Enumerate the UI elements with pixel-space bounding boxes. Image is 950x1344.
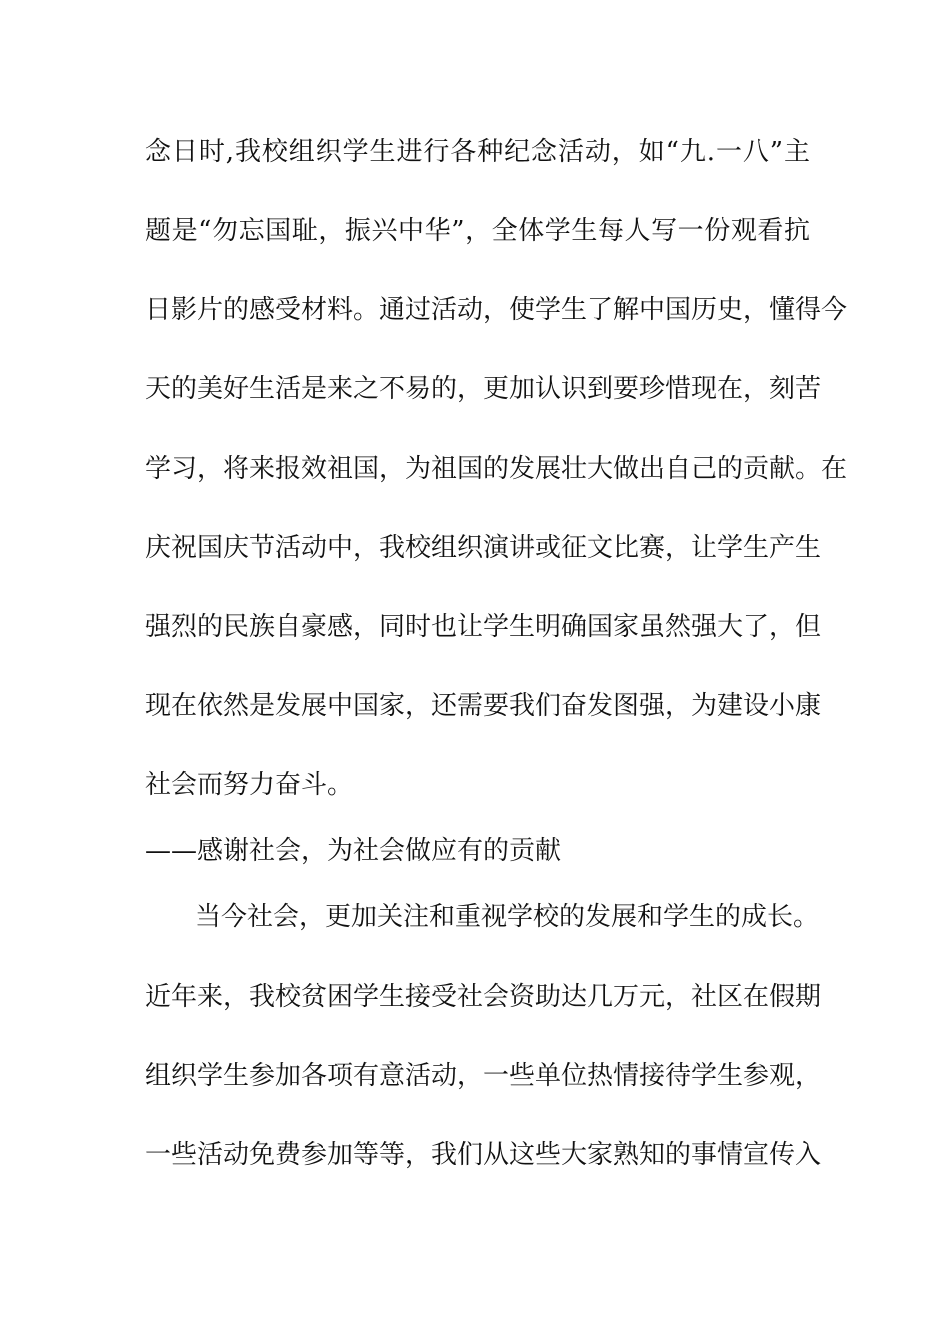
text-line: 近年来，我校贫困学生接受社会资助达几万元，社区在假期	[145, 982, 822, 1012]
section-heading: ——感谢社会，为社会做应有的贡献	[145, 836, 562, 866]
text-line: 庆祝国庆节活动中，我校组织演讲或征文比赛，让学生产生	[145, 533, 822, 563]
text-line: 强烈的民族自豪感，同时也让学生明确国家虽然强大了，但	[145, 612, 822, 642]
text-line: 题是“勿忘国耻，振兴中华”，全体学生每人写一份观看抗	[145, 216, 810, 246]
text-line: 组织学生参加各项有意活动，一些单位热情接待学生参观，	[145, 1061, 822, 1091]
paragraph-first-line: 当今社会，更加关注和重视学校的发展和学生的成长。	[195, 902, 820, 932]
text-line: 学习，将来报效祖国，为祖国的发展壮大做出自己的贡献。在	[145, 454, 848, 484]
text-line: 现在依然是发展中国家，还需要我们奋发图强，为建设小康	[145, 691, 822, 721]
text-line: 社会而努力奋斗。	[145, 770, 354, 800]
text-line: 日影片的感受材料。通过活动，使学生了解中国历史，懂得今	[145, 295, 848, 325]
text-line: 念日时,我校组织学生进行各种纪念活动，如“九.一八”主	[145, 137, 810, 167]
text-line: 天的美好生活是来之不易的，更加认识到要珍惜现在，刻苦	[145, 374, 822, 404]
text-line: 一些活动免费参加等等，我们从这些大家熟知的事情宣传入	[145, 1140, 822, 1170]
